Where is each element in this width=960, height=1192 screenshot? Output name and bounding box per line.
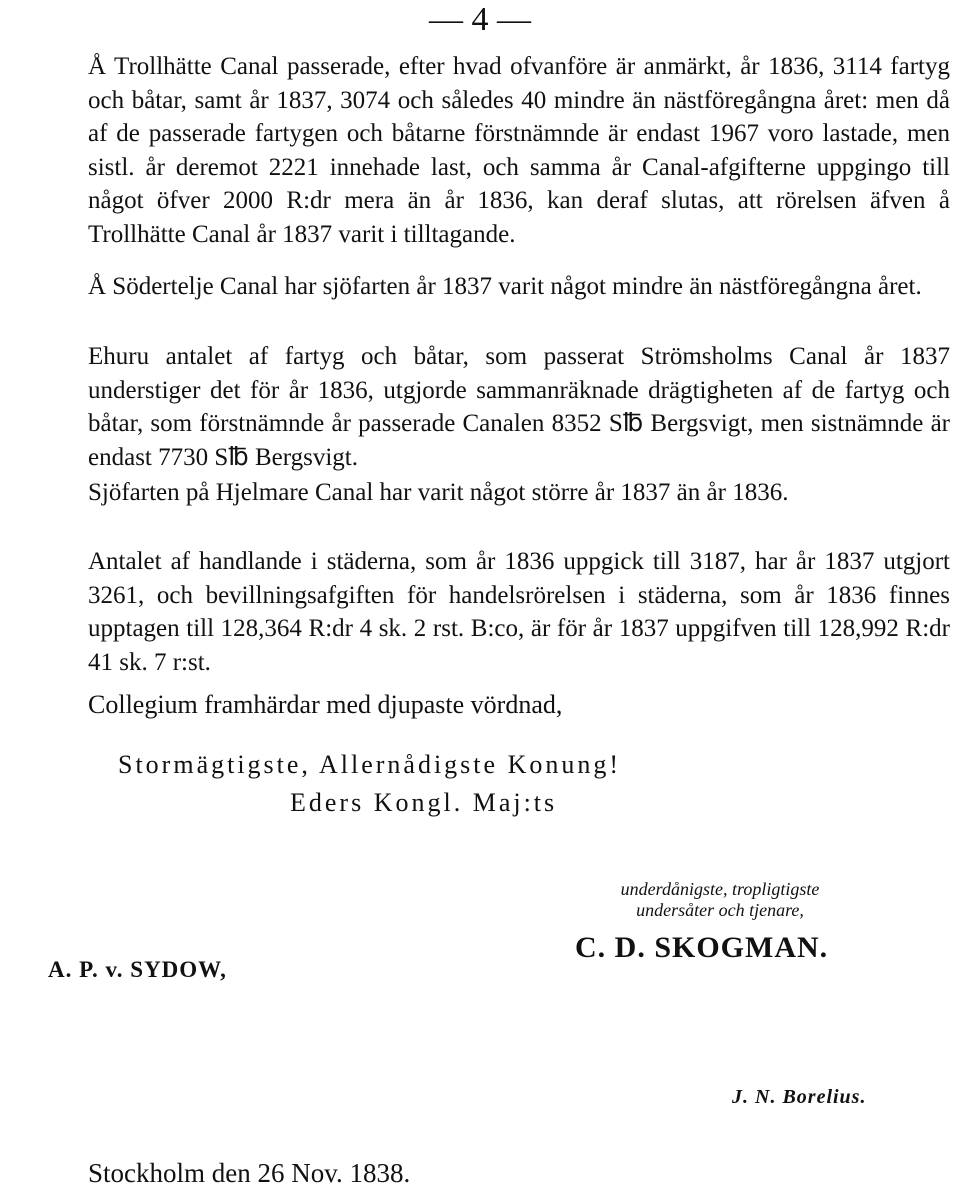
subscription-line-2: undersåter och tjenare, xyxy=(636,900,804,920)
paragraph-handlande: Antalet af handlande i städerna, som år 1836 uppgick till 3187, har år 1837 utgjort 3261, och bevillningsafgiften för handelsrörelsen i städerna, som år 1836 finnes upptagen till 128,364 R:dr 4 sk. 2 rst. B:co, är för år 1837 uppgifven till 128,992 R:dr 41 sk. 7 r:st. xyxy=(88,548,950,676)
salutation-line-1: Stormägtigste, Allernådigste Konung! xyxy=(118,750,622,779)
place-date: Stockholm den 26 Nov. 1838. xyxy=(88,1158,411,1188)
signature-borelius: J. N. Borelius. xyxy=(732,1086,867,1108)
signature-skogman: C. D. SKOGMAN. xyxy=(575,931,829,964)
signature-sydow: A. P. v. SYDOW, xyxy=(48,957,227,982)
salutation-line-2: Eders Kongl. Maj:ts xyxy=(290,788,558,817)
paragraph-sodertelje: Å Södertelje Canal har sjöfarten år 1837 varit något mindre än nästföregångna året. xyxy=(88,273,922,300)
closing-line: Collegium framhärdar med djupaste vördnad, xyxy=(88,690,563,719)
paragraph-stromsholm: Ehuru antalet af fartyg och båtar, som passerat Strömsholms Canal år 1837 understiger det för år 1836, utgjorde sammanräknade drägtigheten af de fartyg och båtar, som förstnämnde år passerade Canalen 8352 S℔ Bergsvigt, men sistnämnde är endast 7730 S℔ Bergsvigt. xyxy=(88,343,950,471)
page-number: — 4 — xyxy=(429,1,531,38)
paragraph-trollhatte: Å Trollhätte Canal passerade, efter hvad ofvanföre är anmärkt, år 1836, 3114 fartyg och båtar, samt år 1837, 3074 och således 40 mindre än nästföregångna året: men då af de passerade fartygen och båtarne förstnämnde är endast 1967 voro lastade, men sistl. år deremot 2221 innehade last, och samma år Canal-afgifterne uppgingo till något öfver 2000 R:dr mera än år 1836, kan deraf slutas, att rörelsen äfven å Trollhätte Canal år 1837 varit i tilltagande. xyxy=(88,53,950,248)
subscription-line-1: underdånigste, tropligtigste xyxy=(620,879,820,899)
paragraph-hjelmare: Sjöfarten på Hjelmare Canal har varit något större år 1837 än år 1836. xyxy=(88,479,789,506)
